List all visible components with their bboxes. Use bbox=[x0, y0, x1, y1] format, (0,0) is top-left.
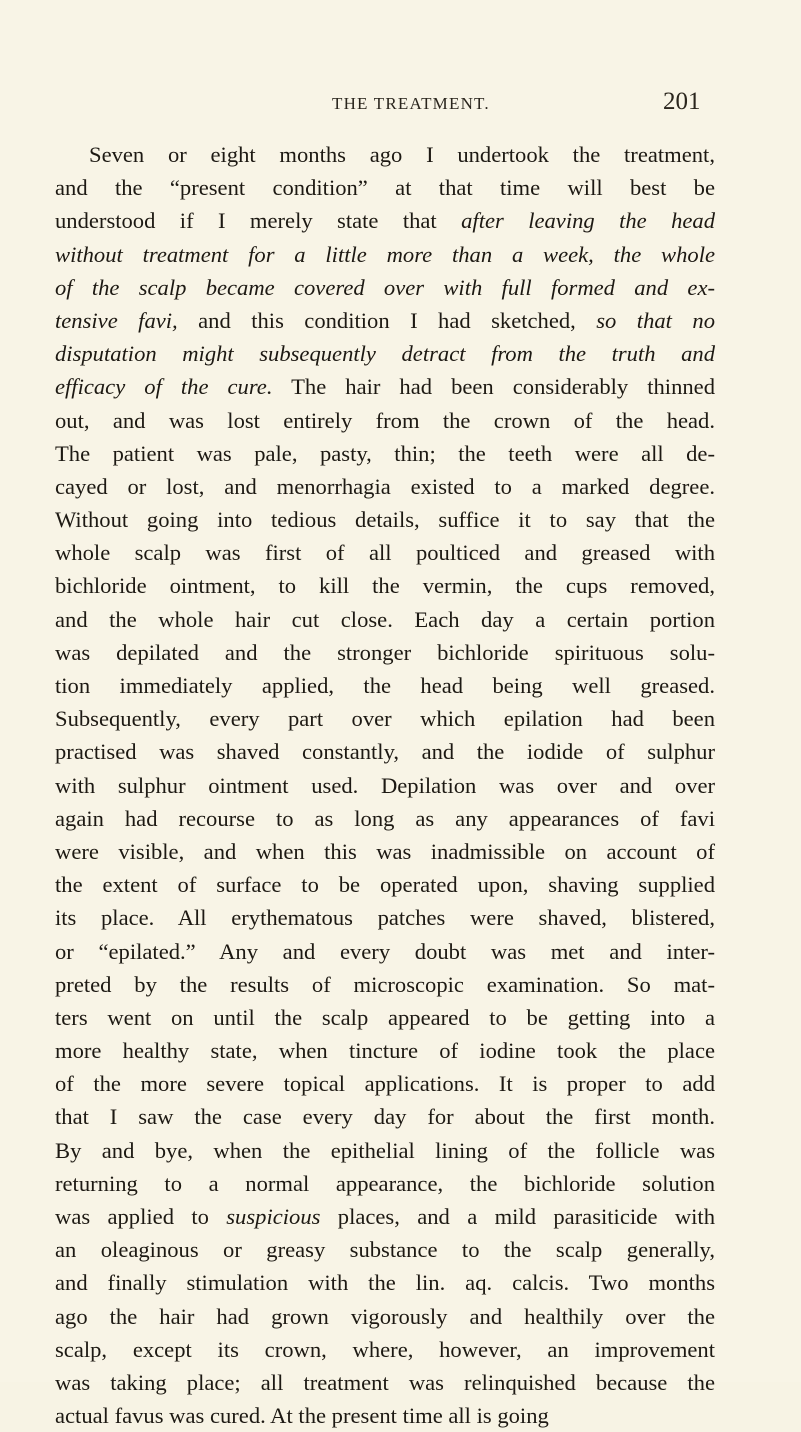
text-line bbox=[55, 1399, 715, 1432]
text-line bbox=[55, 968, 715, 1001]
text-line bbox=[55, 901, 715, 934]
text-segment: an oleaginous or greasy substance to the scalp generally, bbox=[55, 1237, 715, 1263]
text-line bbox=[55, 437, 715, 470]
italic-text: so that no bbox=[596, 307, 715, 333]
text-segment: tion immediately applied, the head being well greased. bbox=[55, 673, 715, 698]
text-line bbox=[55, 802, 715, 835]
text-line bbox=[55, 636, 715, 669]
text-line bbox=[55, 569, 715, 602]
text-segment: again had recourse to as long as any appearances of favi bbox=[55, 805, 715, 831]
text-line bbox=[55, 204, 715, 237]
text-segment: understood if I merely state that bbox=[55, 208, 462, 234]
text-line bbox=[55, 835, 715, 868]
text-segment: By and bye, when the epithelial lining of the follicle was bbox=[55, 1137, 715, 1163]
text-segment: was taking place; all treatment was relinquished because the bbox=[55, 1369, 715, 1395]
text-line bbox=[55, 1333, 715, 1366]
text-segment: bichloride ointment, to kill the vermin, the cups removed, bbox=[55, 573, 715, 599]
text-line bbox=[55, 1001, 715, 1034]
text-segment: with sulphur ointment used. Depilation was over and over bbox=[55, 772, 715, 798]
running-head bbox=[0, 90, 801, 122]
text-line bbox=[55, 171, 715, 204]
text-line bbox=[55, 702, 715, 735]
text-line bbox=[55, 470, 715, 503]
text-line bbox=[55, 1300, 715, 1333]
text-line bbox=[55, 536, 715, 569]
text-segment: of the more severe topical applications. It is proper to add bbox=[55, 1071, 715, 1097]
text-segment: The patient was pale, pasty, thin; the teeth were all de- bbox=[55, 440, 715, 466]
text-segment: whole scalp was first of all poulticed and greased with bbox=[55, 540, 715, 566]
italic-text: suspicious bbox=[226, 1204, 321, 1229]
text-line bbox=[55, 1266, 715, 1299]
text-segment: was depilated and the stronger bichloride spirituous solu- bbox=[55, 639, 715, 665]
text-segment: the extent of surface to be operated upon, shaving supplied bbox=[55, 872, 715, 898]
text-line bbox=[55, 271, 715, 304]
italic-text: of the scalp became covered over with full formed and ex- bbox=[55, 274, 715, 300]
text-segment: The hair had been considerably thinned bbox=[272, 374, 716, 400]
text-segment: practised was shaved constantly, and the iodide of sulphur bbox=[55, 739, 715, 765]
text-segment: Seven or eight months ago I undertook the treatment, bbox=[89, 142, 715, 167]
text-line bbox=[55, 669, 715, 702]
text-segment: out, and was lost entirely from the crown of the head. bbox=[55, 407, 715, 433]
text-line bbox=[55, 503, 715, 536]
text-segment: ters went on until the scalp appeared to be getting into a bbox=[55, 1004, 715, 1030]
text-segment: scalp, except its crown, where, however, an improvement bbox=[55, 1336, 715, 1362]
text-segment: actual favus was cured. At the present time all is going bbox=[55, 1403, 549, 1429]
italic-text: tensive favi, bbox=[55, 307, 178, 333]
text-line bbox=[55, 1067, 715, 1100]
text-line bbox=[55, 304, 715, 337]
italic-text: efficacy of the cure. bbox=[55, 374, 273, 400]
text-segment: and the “present condition” at that time will best be bbox=[55, 175, 715, 201]
text-line bbox=[55, 1167, 715, 1200]
text-segment: and the whole hair cut close. Each day a certain portion bbox=[55, 606, 715, 632]
text-line bbox=[55, 1366, 715, 1399]
text-segment: ago the hair had grown vigorously and healthily over the bbox=[55, 1303, 715, 1329]
text-segment: preted by the results of microscopic examination. So mat- bbox=[55, 971, 715, 997]
text-line bbox=[55, 337, 715, 370]
italic-text: disputation might subsequently detract from the truth and bbox=[55, 341, 715, 367]
text-segment: and finally stimulation with the lin. aq. calcis. Two months bbox=[55, 1270, 715, 1296]
text-line bbox=[55, 769, 715, 802]
text-line bbox=[55, 1100, 715, 1133]
text-line bbox=[55, 138, 715, 171]
text-segment: that I saw the case every day for about the first month. bbox=[55, 1104, 715, 1130]
text-line bbox=[55, 1134, 715, 1167]
running-title: THE TREATMENT. bbox=[332, 94, 490, 113]
body-paragraph bbox=[55, 138, 715, 1432]
text-segment: was applied to bbox=[55, 1204, 227, 1229]
text-segment: or “epilated.” Any and every doubt was met and inter- bbox=[55, 938, 715, 964]
text-line bbox=[55, 603, 715, 636]
italic-text: without treatment for a little more than a week, the whole bbox=[55, 241, 715, 267]
text-line bbox=[55, 935, 715, 968]
text-segment: places, and a mild parasiticide with bbox=[320, 1204, 715, 1229]
text-line bbox=[55, 1200, 715, 1233]
text-segment: Without going into tedious details, suffice it to say that the bbox=[55, 507, 715, 533]
text-line bbox=[55, 1233, 715, 1266]
text-segment: were visible, and when this was inadmissible on account of bbox=[55, 838, 715, 864]
text-line bbox=[55, 735, 715, 768]
text-segment: returning to a normal appearance, the bichloride solution bbox=[55, 1170, 715, 1196]
text-line bbox=[55, 370, 715, 403]
italic-text: after leaving the head bbox=[461, 208, 716, 234]
text-line bbox=[55, 404, 715, 437]
text-segment: and this condition I had sketched, bbox=[177, 307, 597, 333]
text-segment: Subsequently, every part over which epilation had been bbox=[55, 706, 715, 732]
text-line bbox=[55, 1034, 715, 1067]
page-number: 201 bbox=[663, 88, 701, 115]
text-segment: cayed or lost, and menorrhagia existed to a marked degree. bbox=[55, 473, 715, 499]
text-segment: more healthy state, when tincture of iodine took the place bbox=[55, 1038, 715, 1064]
text-line bbox=[55, 238, 715, 271]
text-line bbox=[55, 868, 715, 901]
text-segment: its place. All erythematous patches were shaved, blistered, bbox=[55, 905, 715, 931]
